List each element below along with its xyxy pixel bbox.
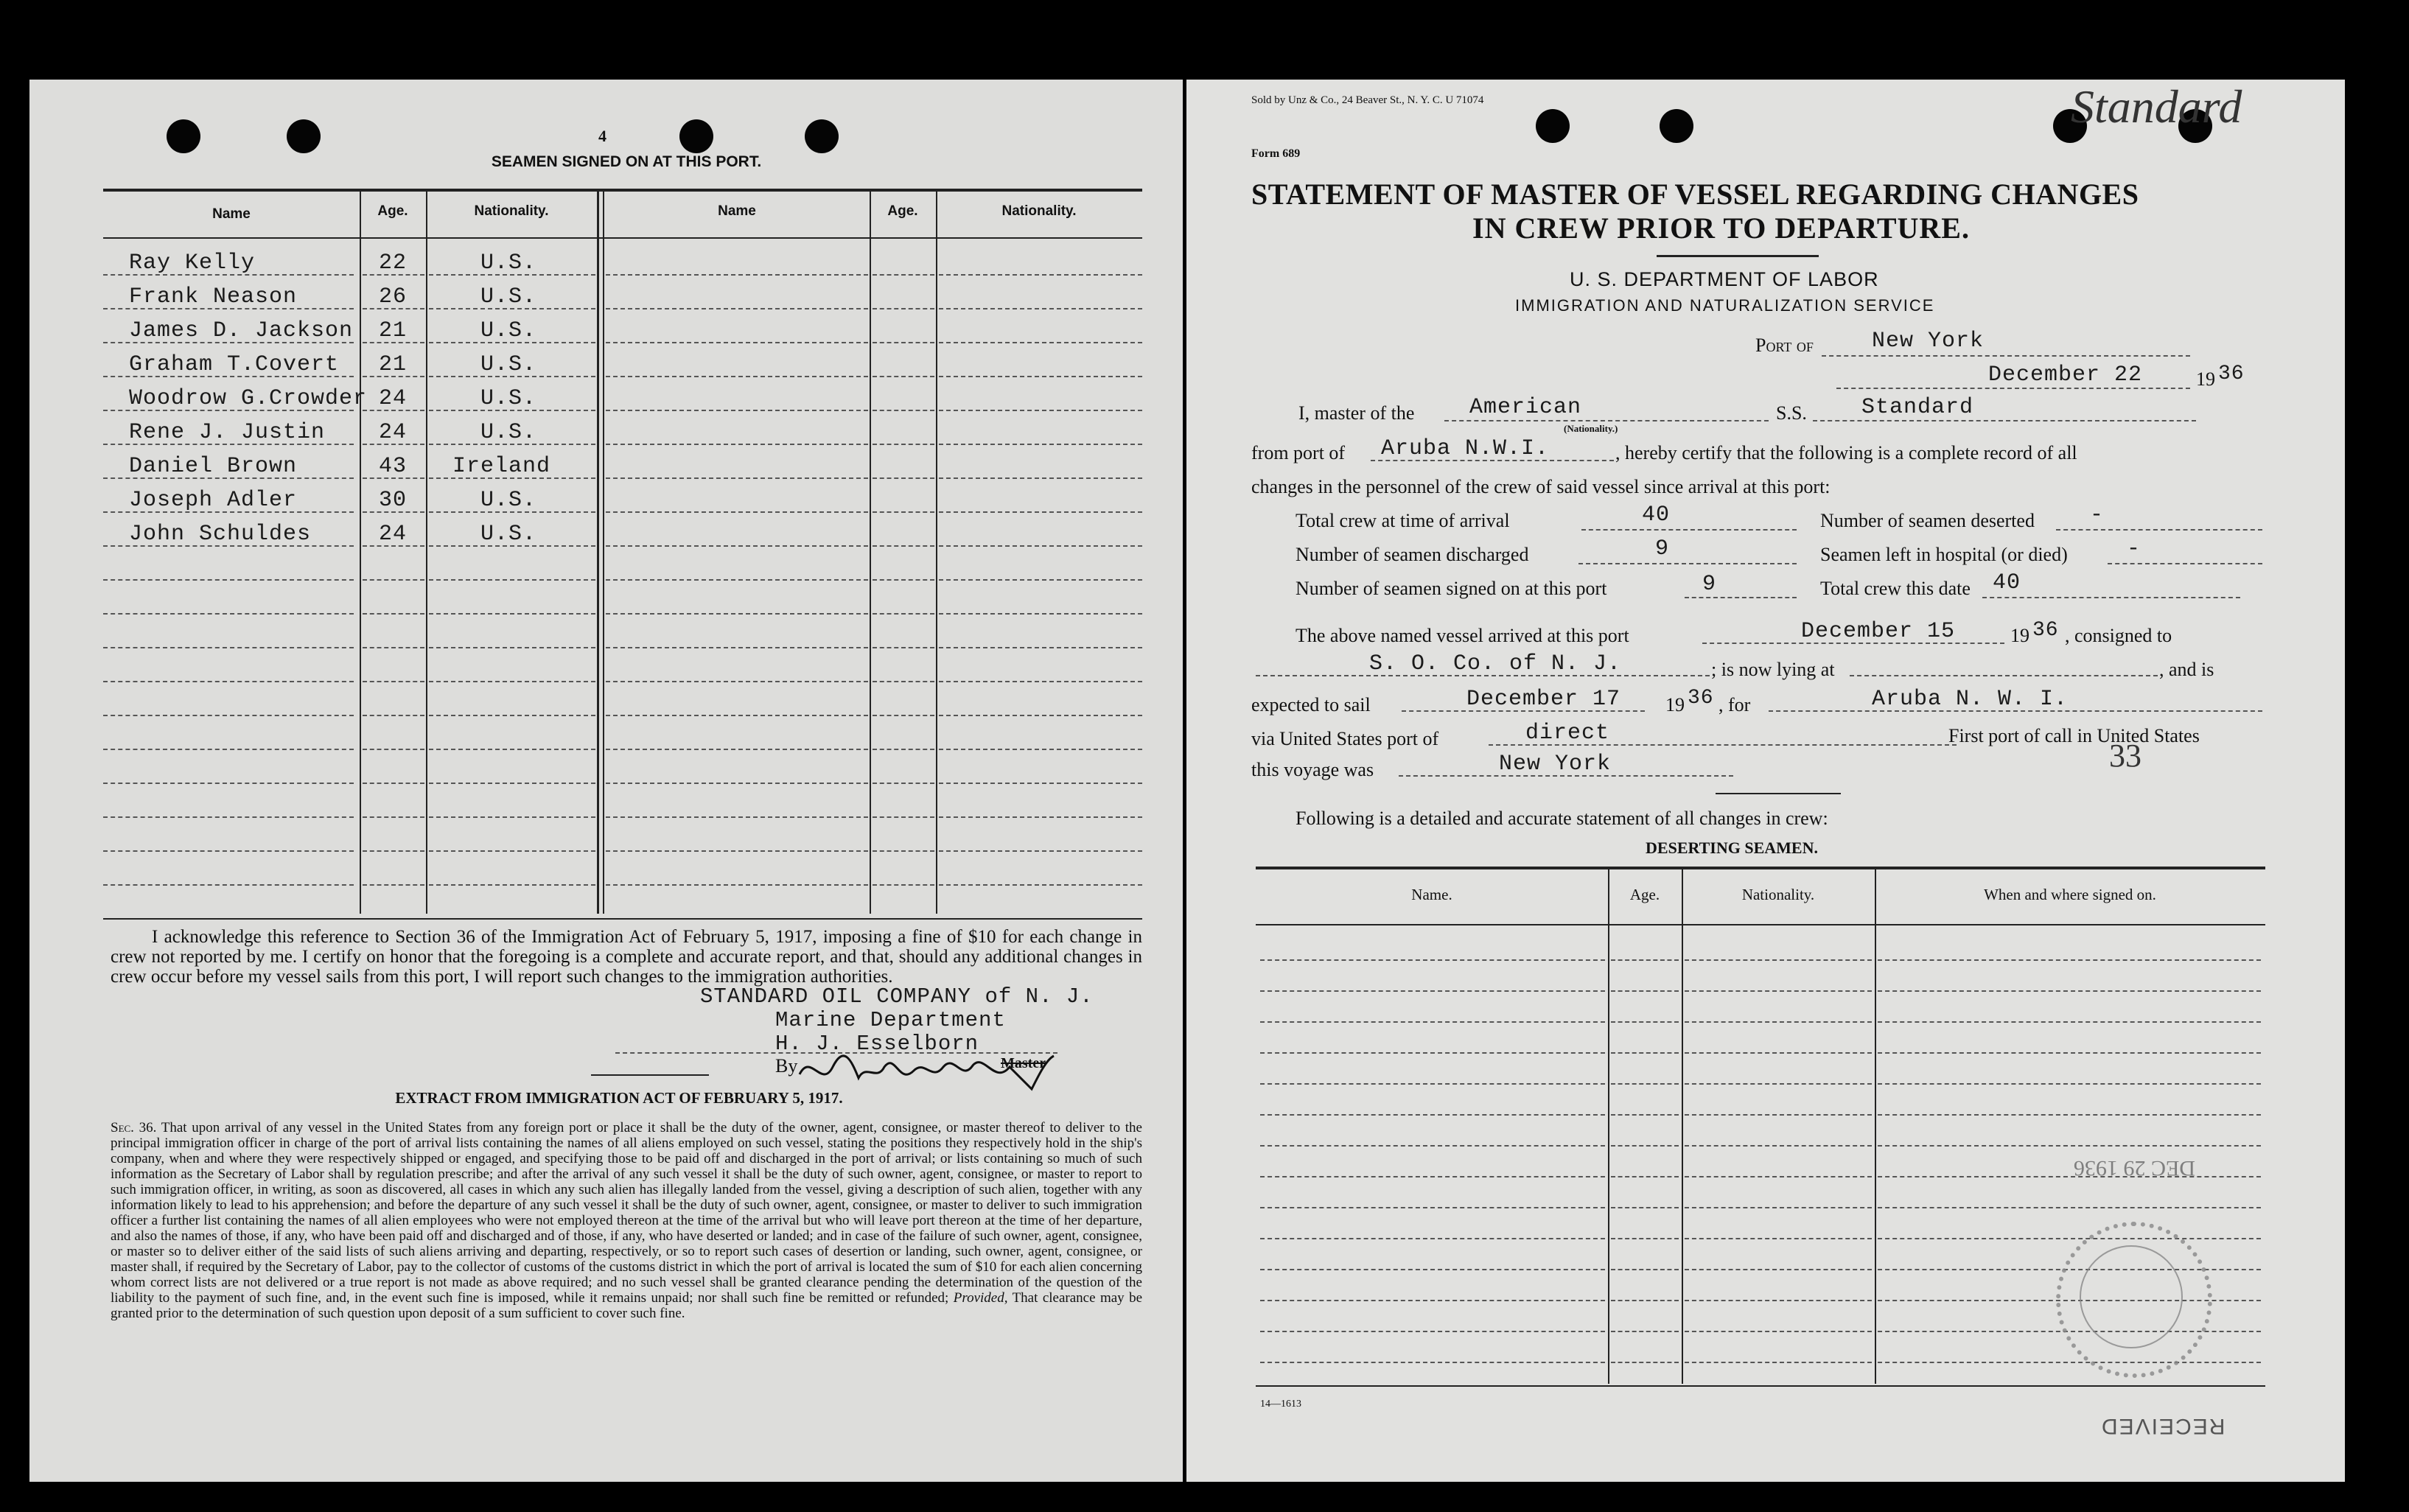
row-rule — [606, 410, 868, 411]
signed-on-label: Number of seamen signed on at this port — [1296, 578, 1607, 599]
arrived-year: 36 — [2032, 619, 2059, 642]
row-rule — [873, 884, 934, 886]
via-label: via United States port of — [1251, 728, 1439, 749]
sail-date: December 17 — [1466, 687, 1621, 712]
handwritten-vessel: Standard — [2071, 80, 2242, 133]
total-date-label: Total crew this date — [1820, 578, 1971, 599]
row-rule — [939, 613, 1142, 615]
total-arrival-line — [1581, 529, 1797, 531]
row-rule — [873, 410, 934, 411]
row-rule — [1685, 959, 1872, 961]
row-rule — [103, 647, 354, 648]
row-rule — [1685, 1114, 1872, 1116]
row-rule — [1685, 1052, 1872, 1054]
handwritten-number: 33 — [2109, 738, 2141, 774]
from-port-line — [1371, 460, 1614, 461]
punch-hole — [1536, 109, 1570, 143]
row-rule — [1611, 959, 1679, 961]
row-rule — [429, 850, 595, 852]
col-header-name: Name — [212, 206, 251, 222]
row-rule — [429, 715, 595, 716]
for-label: , for — [1719, 694, 1751, 715]
total-date-value: 40 — [1993, 570, 2021, 595]
row-rule — [363, 884, 424, 886]
nationality-value: American — [1469, 395, 1582, 420]
voyage-value: New York — [1499, 752, 1612, 777]
row-rule — [939, 545, 1142, 547]
row-rule — [429, 783, 595, 784]
punch-hole — [287, 119, 321, 153]
column-divider — [870, 192, 871, 914]
row-rule — [1260, 1114, 1605, 1116]
row-rule — [606, 274, 868, 276]
row-rule — [1260, 1176, 1605, 1177]
row-rule — [1260, 1331, 1605, 1332]
row-rule — [939, 477, 1142, 479]
row-rule — [1878, 1207, 2261, 1208]
sail-date-line — [1402, 710, 1645, 712]
row-rule — [1611, 1145, 1679, 1147]
row-rule — [1878, 1083, 2261, 1085]
row-rule — [873, 342, 934, 343]
lying-label: ; is now lying at — [1711, 659, 1835, 680]
row-rule — [103, 715, 354, 716]
row-rule — [873, 647, 934, 648]
vessel-name: Standard — [1861, 395, 1974, 420]
row-rule — [103, 579, 354, 581]
table-header-rule — [1256, 924, 2265, 925]
certify-text-2: changes in the personnel of the crew of said vessel since arrival at this port: — [1251, 476, 1831, 497]
sail-year: 36 — [1688, 687, 1714, 710]
row-rule — [429, 884, 595, 886]
from-port-value: Aruba N.W.I. — [1381, 436, 1550, 461]
certify-text: , hereby certify that the following is a complete record of all — [1615, 442, 2077, 463]
voyage-line — [1399, 775, 1733, 777]
from-port-label: from port of — [1251, 442, 1346, 463]
row-rule — [939, 511, 1142, 513]
date-line — [1836, 388, 2190, 389]
col-header-age: Age. — [1629, 886, 1660, 903]
seaman-nationality: U.S. — [480, 420, 537, 445]
column-divider — [936, 192, 937, 914]
row-rule — [606, 884, 868, 886]
row-rule — [873, 579, 934, 581]
row-rule — [606, 342, 868, 343]
row-rule — [873, 545, 934, 547]
column-divider — [360, 192, 361, 914]
row-rule — [1611, 1331, 1679, 1332]
seaman-name: John Schuldes — [129, 522, 312, 547]
table-bottom-rule — [1256, 1385, 2265, 1387]
col-header-age-2: Age. — [887, 203, 918, 219]
following-text: Following is a detailed and accurate statement of all changes in crew: — [1296, 808, 1828, 829]
section-label: Sec. 36. — [111, 1120, 157, 1135]
signed-on-line — [1685, 597, 1797, 598]
port-line — [1822, 355, 2190, 357]
row-rule — [606, 444, 868, 445]
row-rule — [1685, 1021, 1872, 1023]
arrived-label: The above named vessel arrived at this port — [1296, 625, 1629, 646]
column-divider — [1682, 869, 1683, 1384]
seaman-nationality: U.S. — [480, 488, 537, 513]
section-end: That clearance may be granted prior to the determination of such question upon deposit of a sum sufficient to cover such fine. — [111, 1290, 1143, 1321]
column-divider — [1608, 869, 1609, 1384]
section-36-text — [111, 1120, 1142, 1321]
discharged-label: Number of seamen discharged — [1296, 544, 1529, 565]
row-rule — [429, 613, 595, 615]
section-body: That upon arrival of any vessel in the United States from any foreign port or place it shall be the duty of the owner, agent, consignee, or master thereof to deliver to the principal immigration officer in charge of the port of arrival lists containing the names of all aliens employed on such vessel, stating the positions they respectively hold in the ship's company, when and where they were respectively shipped or engaged, and specifying those to be paid off and discharged in the port of arrival; or lists containing so much of such information as the Secretary of Labor shall by regulation prescribe; and after the arrival of any such vessel it shall be the duty of such owner, agent, consignee, or master to report to such immigration officer, in writing, as soon as discovered, all cases in which any such alien has illegally landed from the vessel, giving a description of such alien, together with any information likely to lead to his apprehension; and before the departure of any such vessel it shall be the duty of such owner, agent, consignee, or master to deliver to such immigration officer a further list containing the names of all alien employees who were not employed thereon at the time of the arrival but who will leave port thereon at the time of her departure, and also the names of those, if any, who have been paid off and discharged and of those, if any, who have deserted or landed; and in case of the failure of such owner, agent, consignee, or master so to deliver either of the said lists of such aliens arriving and departing, respectively, or so to report such cases of desertion or landing, such owner, agent, consignee, or master shall, if required by the Secretary of Labor, pay to the collector of customs of the customs district in which the port of arrival is located the sum of $10 for each alien concerning whom correct lists are not delivered or a true report is not made as above required; and no such vessel shall be granted clearance pending the determination of the question of the liability to the payment of such fine, and, in the event such fine is imposed, while it remains unpaid; nor shall such fine be remitted or refunded; — [111, 1120, 1142, 1306]
row-rule — [429, 647, 595, 648]
row-rule — [873, 511, 934, 513]
row-rule — [939, 816, 1142, 818]
row-rule — [873, 715, 934, 716]
row-rule — [429, 681, 595, 682]
row-rule — [606, 308, 868, 309]
received-stamp: RECEIVED — [2100, 1414, 2226, 1438]
row-rule — [1260, 1145, 1605, 1147]
row-rule — [606, 545, 868, 547]
row-rule — [103, 884, 354, 886]
seaman-age: 21 — [379, 352, 408, 377]
row-rule — [1611, 1238, 1679, 1239]
row-rule — [873, 749, 934, 750]
row-rule — [363, 850, 424, 852]
column-divider — [603, 192, 604, 914]
deserting-title: DESERTING SEAMEN. — [1646, 839, 1818, 857]
ss-label: S.S. — [1776, 402, 1807, 424]
row-rule — [1685, 1362, 1872, 1363]
consigned-label: , consigned to — [2065, 625, 2172, 646]
row-rule — [1685, 1145, 1872, 1147]
deserted-label: Number of seamen deserted — [1820, 510, 2035, 531]
row-rule — [1260, 1207, 1605, 1208]
seaman-age: 30 — [379, 488, 408, 513]
row-rule — [363, 579, 424, 581]
seaman-age: 26 — [379, 284, 408, 309]
row-rule — [1685, 1300, 1872, 1301]
row-rule — [1611, 1207, 1679, 1208]
acknowledgement-text: I acknowledge this reference to Section 36 of the Immigration Act of February 5, 1917, imposing a fine of $10 for each change in crew not reported by me. I certify on honor that the foregoing is a complete and accurate report, and that, should any additional changes in crew occur before my vessel sails from this port, I will report such changes to the immigration authorities. — [111, 927, 1142, 987]
consignee-value: S. O. Co. of N. J. — [1369, 651, 1622, 676]
discharged-value: 9 — [1655, 536, 1670, 561]
seaman-nationality: U.S. — [480, 386, 537, 411]
seaman-age: 21 — [379, 318, 408, 343]
total-arrival-label: Total crew at time of arrival — [1296, 510, 1510, 531]
seaman-name: Rene J. Justin — [129, 420, 326, 445]
row-rule — [939, 274, 1142, 276]
via-value: direct — [1525, 721, 1610, 746]
row-rule — [1611, 1052, 1679, 1054]
col-header-nationality: Nationality. — [474, 203, 549, 219]
row-rule — [939, 681, 1142, 682]
row-rule — [1878, 1145, 2261, 1147]
arrived-year-prefix: 19 — [2010, 625, 2029, 646]
service-name: IMMIGRATION AND NATURALIZATION SERVICE — [1515, 296, 1935, 315]
right-page — [1186, 80, 2345, 1482]
table-top-rule — [1256, 867, 2265, 869]
row-rule — [1611, 1362, 1679, 1363]
date-year: 36 — [2218, 363, 2245, 385]
table-bottom-rule — [103, 918, 1142, 920]
by-label: By — [775, 1055, 798, 1077]
seaman-name: Daniel Brown — [129, 454, 298, 479]
row-rule — [873, 308, 934, 309]
row-rule — [939, 884, 1142, 886]
row-rule — [939, 579, 1142, 581]
row-rule — [606, 850, 868, 852]
seaman-age: 24 — [379, 522, 408, 547]
seaman-name: Woodrow G.Crowder — [129, 386, 368, 411]
seaman-nationality: U.S. — [480, 251, 537, 276]
printer-line: Sold by Unz & Co., 24 Beaver St., N. Y. C. U 71074 — [1251, 94, 1484, 106]
row-rule — [606, 647, 868, 648]
row-rule — [873, 477, 934, 479]
seaman-name: James D. Jackson — [129, 318, 354, 343]
row-rule — [363, 715, 424, 716]
sail-year-prefix: 19 — [1665, 694, 1685, 715]
row-rule — [606, 613, 868, 615]
col-header-signed-on: When and where signed on. — [1984, 886, 2156, 903]
row-rule — [1611, 1269, 1679, 1270]
title-rule — [1657, 255, 1819, 257]
col-header-name: Name. — [1411, 886, 1452, 903]
destination-value: Aruba N. W. I. — [1872, 687, 2069, 712]
master-label: Master — [1001, 1055, 1046, 1071]
row-rule — [1685, 990, 1872, 992]
seaman-nationality: U.S. — [480, 522, 537, 547]
seaman-name: Ray Kelly — [129, 251, 256, 276]
form-title-line1: STATEMENT OF MASTER OF VESSEL REGARDING CHANGES — [1251, 178, 2139, 211]
seaman-age: 22 — [379, 251, 408, 276]
row-rule — [939, 850, 1142, 852]
company-name: STANDARD OIL COMPANY of N. J. — [700, 984, 1094, 1009]
row-rule — [1260, 1052, 1605, 1054]
total-arrival-value: 40 — [1642, 503, 1671, 528]
section-title: SEAMEN SIGNED ON AT THIS PORT. — [491, 153, 762, 170]
row-rule — [429, 579, 595, 581]
column-divider — [426, 192, 427, 914]
col-header-nationality: Nationality. — [1741, 886, 1815, 903]
seaman-age: 43 — [379, 454, 408, 479]
row-rule — [1685, 1238, 1872, 1239]
row-rule — [1685, 1083, 1872, 1085]
col-header-nationality-2: Nationality. — [1001, 203, 1077, 219]
arrived-line — [1702, 643, 2004, 644]
punch-hole — [679, 119, 713, 153]
vessel-line — [1813, 420, 2196, 421]
row-rule — [1611, 990, 1679, 992]
seaman-age: 24 — [379, 386, 408, 411]
stamp-date: DEC 29 1936 — [2074, 1156, 2195, 1180]
port-label: Port of — [1755, 335, 1814, 356]
row-rule — [939, 783, 1142, 784]
first-port-label: First port of call in United States — [1948, 725, 2200, 746]
footer-code: 14—1613 — [1260, 1399, 1301, 1410]
col-header-age: Age. — [377, 203, 408, 219]
department-name: U. S. DEPARTMENT OF LABOR — [1570, 268, 1879, 290]
row-rule — [1685, 1269, 1872, 1270]
nationality-caption: (Nationality.) — [1564, 423, 1618, 434]
row-rule — [103, 816, 354, 818]
row-rule — [1878, 990, 2261, 992]
hospital-line — [2108, 563, 2262, 564]
row-rule — [103, 749, 354, 750]
row-rule — [1260, 1300, 1605, 1301]
row-rule — [1260, 1083, 1605, 1085]
row-rule — [429, 816, 595, 818]
row-rule — [873, 613, 934, 615]
signed-on-value: 9 — [1702, 572, 1717, 597]
row-rule — [103, 681, 354, 682]
row-rule — [939, 376, 1142, 377]
seaman-nationality: Ireland — [452, 454, 551, 479]
agent-name: H. J. Esselborn — [775, 1032, 979, 1056]
row-rule — [1260, 1269, 1605, 1270]
official-stamp — [2056, 1156, 2212, 1378]
column-divider — [1875, 869, 1876, 1384]
row-rule — [1611, 1176, 1679, 1177]
via-line — [1489, 744, 1957, 746]
master-of-label: I, master of the — [1298, 402, 1415, 424]
row-rule — [606, 681, 868, 682]
row-rule — [363, 647, 424, 648]
row-rule — [1260, 1021, 1605, 1023]
row-rule — [1260, 990, 1605, 992]
date-year-prefix: 19 — [2196, 368, 2215, 390]
row-rule — [873, 816, 934, 818]
hospital-value: - — [2127, 536, 2141, 561]
row-rule — [873, 274, 934, 276]
divider-rule — [591, 1074, 709, 1076]
destination-line — [1769, 710, 2262, 712]
row-rule — [1260, 1362, 1605, 1363]
row-rule — [873, 681, 934, 682]
col-header-name-2: Name — [718, 203, 756, 219]
deserted-value: - — [2090, 503, 2105, 528]
extract-title: EXTRACT FROM IMMIGRATION ACT OF FEBRUARY 5, 1917. — [395, 1089, 843, 1107]
row-rule — [363, 681, 424, 682]
row-rule — [1685, 1331, 1872, 1332]
divider-rule — [1716, 793, 1841, 794]
row-rule — [1685, 1176, 1872, 1177]
row-rule — [873, 850, 934, 852]
row-rule — [363, 783, 424, 784]
row-rule — [1878, 1362, 2261, 1363]
total-date-line — [1982, 597, 2240, 598]
row-rule — [363, 613, 424, 615]
nationality-line — [1444, 420, 1769, 421]
row-rule — [939, 749, 1142, 750]
row-rule — [873, 444, 934, 445]
section-proviso: Provided, — [953, 1290, 1008, 1306]
row-rule — [429, 749, 595, 750]
row-rule — [1685, 1207, 1872, 1208]
table-top-rule — [103, 189, 1142, 192]
row-rule — [606, 376, 868, 377]
row-rule — [606, 511, 868, 513]
seaman-age: 24 — [379, 420, 408, 445]
row-rule — [1611, 1083, 1679, 1085]
form-title-line2: IN CREW PRIOR TO DEPARTURE. — [1472, 211, 1970, 245]
arrived-value: December 15 — [1801, 619, 1956, 644]
row-rule — [939, 410, 1142, 411]
seaman-nationality: U.S. — [480, 318, 537, 343]
row-rule — [939, 647, 1142, 648]
row-rule — [103, 850, 354, 852]
row-rule — [1878, 959, 2261, 961]
row-rule — [606, 579, 868, 581]
row-rule — [1878, 1114, 2261, 1116]
row-rule — [873, 783, 934, 784]
punch-hole — [805, 119, 839, 153]
expected-label: expected to sail — [1251, 694, 1371, 715]
column-divider — [597, 192, 599, 914]
row-rule — [1878, 1052, 2261, 1054]
row-rule — [1878, 1238, 2261, 1239]
row-rule — [606, 715, 868, 716]
hospital-label: Seamen left in hospital (or died) — [1820, 544, 2068, 565]
punch-hole — [167, 119, 200, 153]
row-rule — [363, 816, 424, 818]
page-number: 4 — [598, 127, 606, 145]
row-rule — [1611, 1300, 1679, 1301]
deserted-line — [2056, 529, 2262, 531]
row-rule — [1611, 1114, 1679, 1116]
row-rule — [606, 749, 868, 750]
row-rule — [939, 715, 1142, 716]
row-rule — [1260, 1238, 1605, 1239]
table-header-rule — [103, 237, 1142, 239]
row-rule — [606, 816, 868, 818]
date-value: December 22 — [1988, 363, 2143, 388]
row-rule — [1260, 959, 1605, 961]
row-rule — [103, 613, 354, 615]
row-rule — [873, 376, 934, 377]
seaman-name: Graham T.Covert — [129, 352, 340, 377]
seaman-nationality: U.S. — [480, 284, 537, 309]
row-rule — [1878, 1176, 2261, 1177]
row-rule — [939, 342, 1142, 343]
row-rule — [939, 308, 1142, 309]
port-value: New York — [1872, 329, 1985, 354]
department-name: Marine Department — [775, 1008, 1006, 1032]
discharged-line — [1578, 563, 1797, 564]
row-rule — [1878, 1021, 2261, 1023]
seaman-name: Frank Neason — [129, 284, 298, 309]
left-page — [29, 80, 1183, 1482]
lying-line — [1850, 675, 2158, 676]
form-number: Form 689 — [1251, 147, 1301, 160]
row-rule — [606, 477, 868, 479]
seaman-nationality: U.S. — [480, 352, 537, 377]
seaman-name: Joseph Adler — [129, 488, 298, 513]
row-rule — [363, 749, 424, 750]
voyage-label: this voyage was — [1251, 759, 1374, 780]
row-rule — [103, 783, 354, 784]
and-is-label: , and is — [2159, 659, 2214, 680]
row-rule — [939, 444, 1142, 445]
consignee-line — [1256, 675, 1710, 676]
row-rule — [1611, 1021, 1679, 1023]
row-rule — [606, 783, 868, 784]
punch-hole — [1660, 109, 1693, 143]
